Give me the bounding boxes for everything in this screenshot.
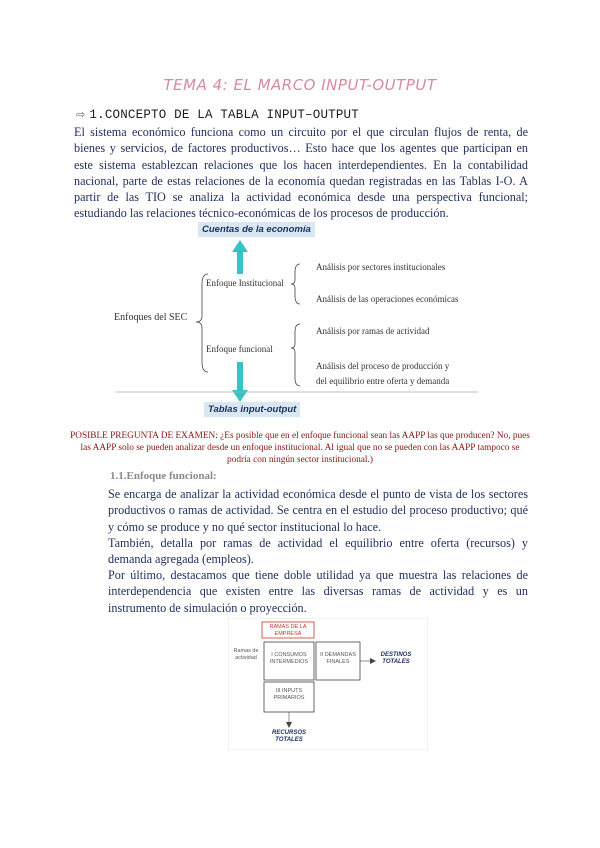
q2-final-demand: II DEMANDAS FINALES <box>320 652 356 665</box>
arrow-right-icon: ⇨ <box>76 108 86 121</box>
intro-paragraph: El sistema económico funciona como un circuito por el que circulan flujos de renta, de bienes y servicios, de factores productivos… Esto hace que los agentes que participan en este sistema establezcan relaciones que los hacen interdependientes. En la contabilidad nacional, parte de estas relaciones de la economía quedan registradas en las Tablas I-O. A partir de las TIO se analiza la actividad económica desde una perspectiva funcional; estudiando las relaciones técnico-económicas de los procesos de producción. <box>74 125 528 221</box>
destinations-label: DESTINOS TOTALES <box>380 652 412 665</box>
section-heading-text: 1.CONCEPTO DE LA TABLA INPUT–OUTPUT <box>89 108 359 122</box>
lower-brace <box>291 324 300 386</box>
top-label: RAMAS DE LA EMPRESA <box>269 624 307 637</box>
paragraph-3: Por último, destacamos que tiene doble utilidad ya que muestra las relaciones de interdependencia que existen entre las diversas ramas de actividad y es un instrumento de simulación o proyección. <box>108 568 528 615</box>
accounts-box: Cuentas de la economía <box>198 222 315 237</box>
up-arrow-icon <box>232 240 248 274</box>
section-heading <box>76 108 359 122</box>
page-title: TEMA 4: EL MARCO INPUT-OUTPUT <box>163 76 437 94</box>
branch-institutional: Enfoque Institucional <box>206 278 284 288</box>
leaf-process-line2: del equilibrio entre oferta y demanda <box>316 376 450 386</box>
resources-label: RECURSOS TOTALES <box>271 730 306 743</box>
main-brace <box>196 274 208 372</box>
leaf-operations: Análisis de las operaciones económicas <box>316 294 459 304</box>
q1-intermediate: I CONSUMOS INTERMEDIOS <box>269 652 309 665</box>
q3-primary-inputs: III INPUTS PRIMARIOS <box>273 688 305 701</box>
down-arrow-icon <box>232 362 248 402</box>
leaf-sectors: Análisis por sectores institucionales <box>316 262 446 272</box>
io-tables-box: Tablas input-output <box>204 402 300 417</box>
upper-brace <box>291 264 300 304</box>
subsection-heading: 1.1.Enfoque funcional: <box>110 470 217 482</box>
paragraph-2: También, detalla por ramas de actividad el equilibrio entre oferta (recursos) y demanda agregada (empleos). <box>108 536 528 567</box>
sec-approaches-diagram <box>110 222 478 418</box>
exam-question-note: POSIBLE PREGUNTA DE EXAMEN: ¿Es posible que en el enfoque funcional sean las AAPP las que producen? No, pues las AAPP solo se pueden analizar desde un enfoque institucional. Al igual que no se pueden con las AAPP tampoco se podría con ningún sector institucional.) <box>70 431 530 466</box>
branch-functional: Enfoque funcional <box>206 344 273 354</box>
io-structure-diagram <box>228 618 428 750</box>
root-label: Enfoques del SEC <box>114 312 188 323</box>
left-label: Ramas de actividad <box>233 648 259 661</box>
leaf-branches: Análisis por ramas de actividad <box>316 326 430 336</box>
io-grid-lines <box>228 618 428 750</box>
paragraph-1: Se encarga de analizar la actividad económica desde el punto de vista de los sectores productivos o ramas de actividad. Se centra en el estudio del proceso productivo; qué y cómo se produce y no qué sector institucional lo hace. <box>108 487 528 534</box>
leaf-process-line1: Análisis del proceso de producción y <box>316 361 450 371</box>
